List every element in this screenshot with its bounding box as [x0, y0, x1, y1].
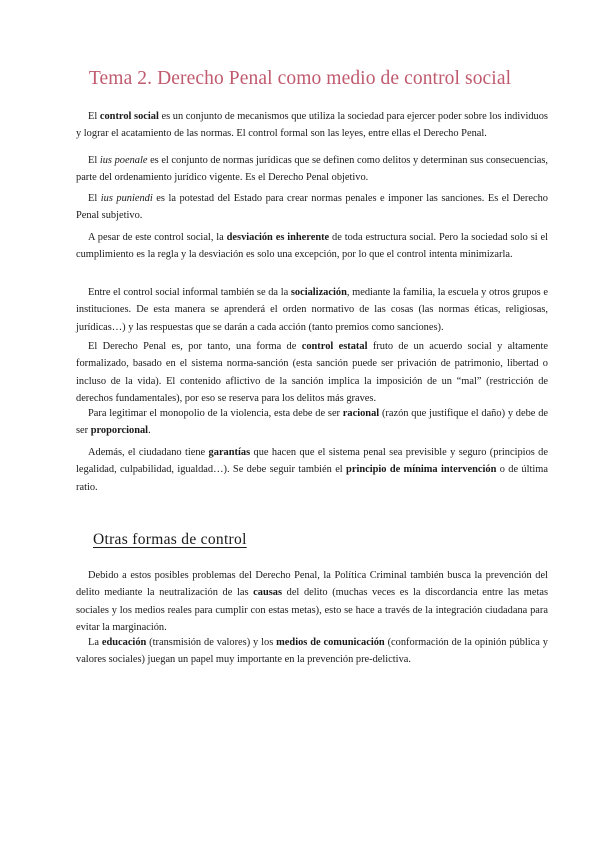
text: de toda estructura social. Pero la sociedad solo si el cumplimiento es la regla y la desviación es solo una excepción, por lo que el control intenta minimizarla. — [76, 232, 549, 261]
paragraph-ius-puniendi — [76, 190, 548, 225]
page-title: Tema 2. Derecho Penal como medio de control social — [88, 68, 512, 89]
text: Entre el control social informal también se da la — [88, 287, 291, 298]
text: Debido a estos posibles problemas del Derecho Penal, la Política Criminal también busca la prevención del delito mediante la neutralización de las — [76, 570, 548, 599]
bold-term: socialización — [290, 287, 347, 298]
text: , mediante la familia, la escuela y otros grupos e instituciones. De esta manera se aprenderá el orden normativo de las cosas (las normas éticas, religiosas, jurídicas…) y las respuestas que se darán a cada acción (tanto premios como sanciones). — [76, 287, 548, 333]
text: del delito (muchas veces es la discordancia entre las metas sociales y los medios reales para cumplir con estas metas), esto se hace a través de la integración ciudadana para evitar la marginación. — [76, 587, 548, 634]
bold-term: racional — [342, 408, 380, 419]
paragraph-legitimacion — [76, 405, 548, 440]
text: (conformación de la opinión pública y valores sociales) juegan un papel muy importante en la prevención pre-delictiva. — [76, 637, 548, 666]
bold-term: causas — [253, 587, 283, 599]
text: Para legitimar el monopolio de la violencia, esta debe de ser — [88, 408, 343, 419]
paragraph-ius-poenale — [76, 152, 548, 187]
bold-term: medios de comunicación — [276, 637, 385, 648]
text: es un conjunto de mecanismos que utiliza la sociedad para ejercer poder sobre los individuos y lograr el acatamiento de las normas. El control formal son las leyes, entre ellas el Derecho Penal. — [76, 111, 548, 140]
paragraph-control-social — [76, 108, 548, 143]
text: es la potestad del Estado para crear normas penales e imponer las sanciones. Es el Derecho Penal subjetivo. — [76, 193, 548, 222]
text: El Derecho Penal es, por tanto, una forma de — [88, 341, 302, 352]
paragraph-socializacion — [76, 284, 548, 336]
text: que hacen que el sistema penal sea previsible y seguro (principios de legalidad, culpabilidad, igualdad…). Se debe seguir también el — [76, 447, 548, 476]
paragraph-desviacion — [76, 229, 548, 264]
text: es el conjunto de normas jurídicas que se definen como delitos y determinan sus consecuencias, parte del ordenamiento jurídico vigente. Es el Derecho Penal objetivo. — [76, 155, 548, 184]
text: El — [88, 155, 100, 166]
text: Además, el ciudadano tiene — [88, 447, 209, 458]
text: A pesar de este control social, la — [88, 232, 227, 243]
bold-term: garantías — [208, 447, 251, 458]
text: La — [88, 637, 102, 648]
text: (transmisión de valores) y los — [146, 637, 277, 648]
bold-term: principio de mínima intervención — [346, 464, 497, 476]
text: El — [88, 193, 101, 204]
text: (razón que justifique el daño) y debe de ser — [76, 408, 548, 437]
paragraph-garantias — [76, 444, 548, 496]
text: o de última ratio. — [76, 464, 548, 493]
bold-term: control estatal — [301, 341, 368, 352]
paragraph-control-estatal — [76, 338, 548, 408]
section-heading: Otras formas de control — [93, 531, 247, 548]
bold-term: proporcional — [90, 425, 149, 437]
paragraph-politica-criminal — [76, 567, 548, 637]
bold-term: desviación es inherente — [226, 232, 330, 243]
bold-term: educación — [101, 637, 147, 648]
text: . — [148, 425, 151, 437]
italic-term: ius puniendi — [100, 193, 153, 204]
bold-term: control social — [99, 111, 159, 122]
italic-term: ius poenale — [99, 155, 148, 166]
paragraph-educacion — [76, 634, 548, 669]
text: fruto de un acuerdo social y altamente formalizado, basado en el sistema norma-sanción (esta sanción puede ser privación de patrimonio, libertad o incluso de la vida). El contenido aflictivo de la sanción implica la imposición de un “mal” (restricción de derechos fundamentales), por eso se reserva para los delitos más graves. — [76, 341, 548, 405]
text: El — [88, 111, 100, 122]
